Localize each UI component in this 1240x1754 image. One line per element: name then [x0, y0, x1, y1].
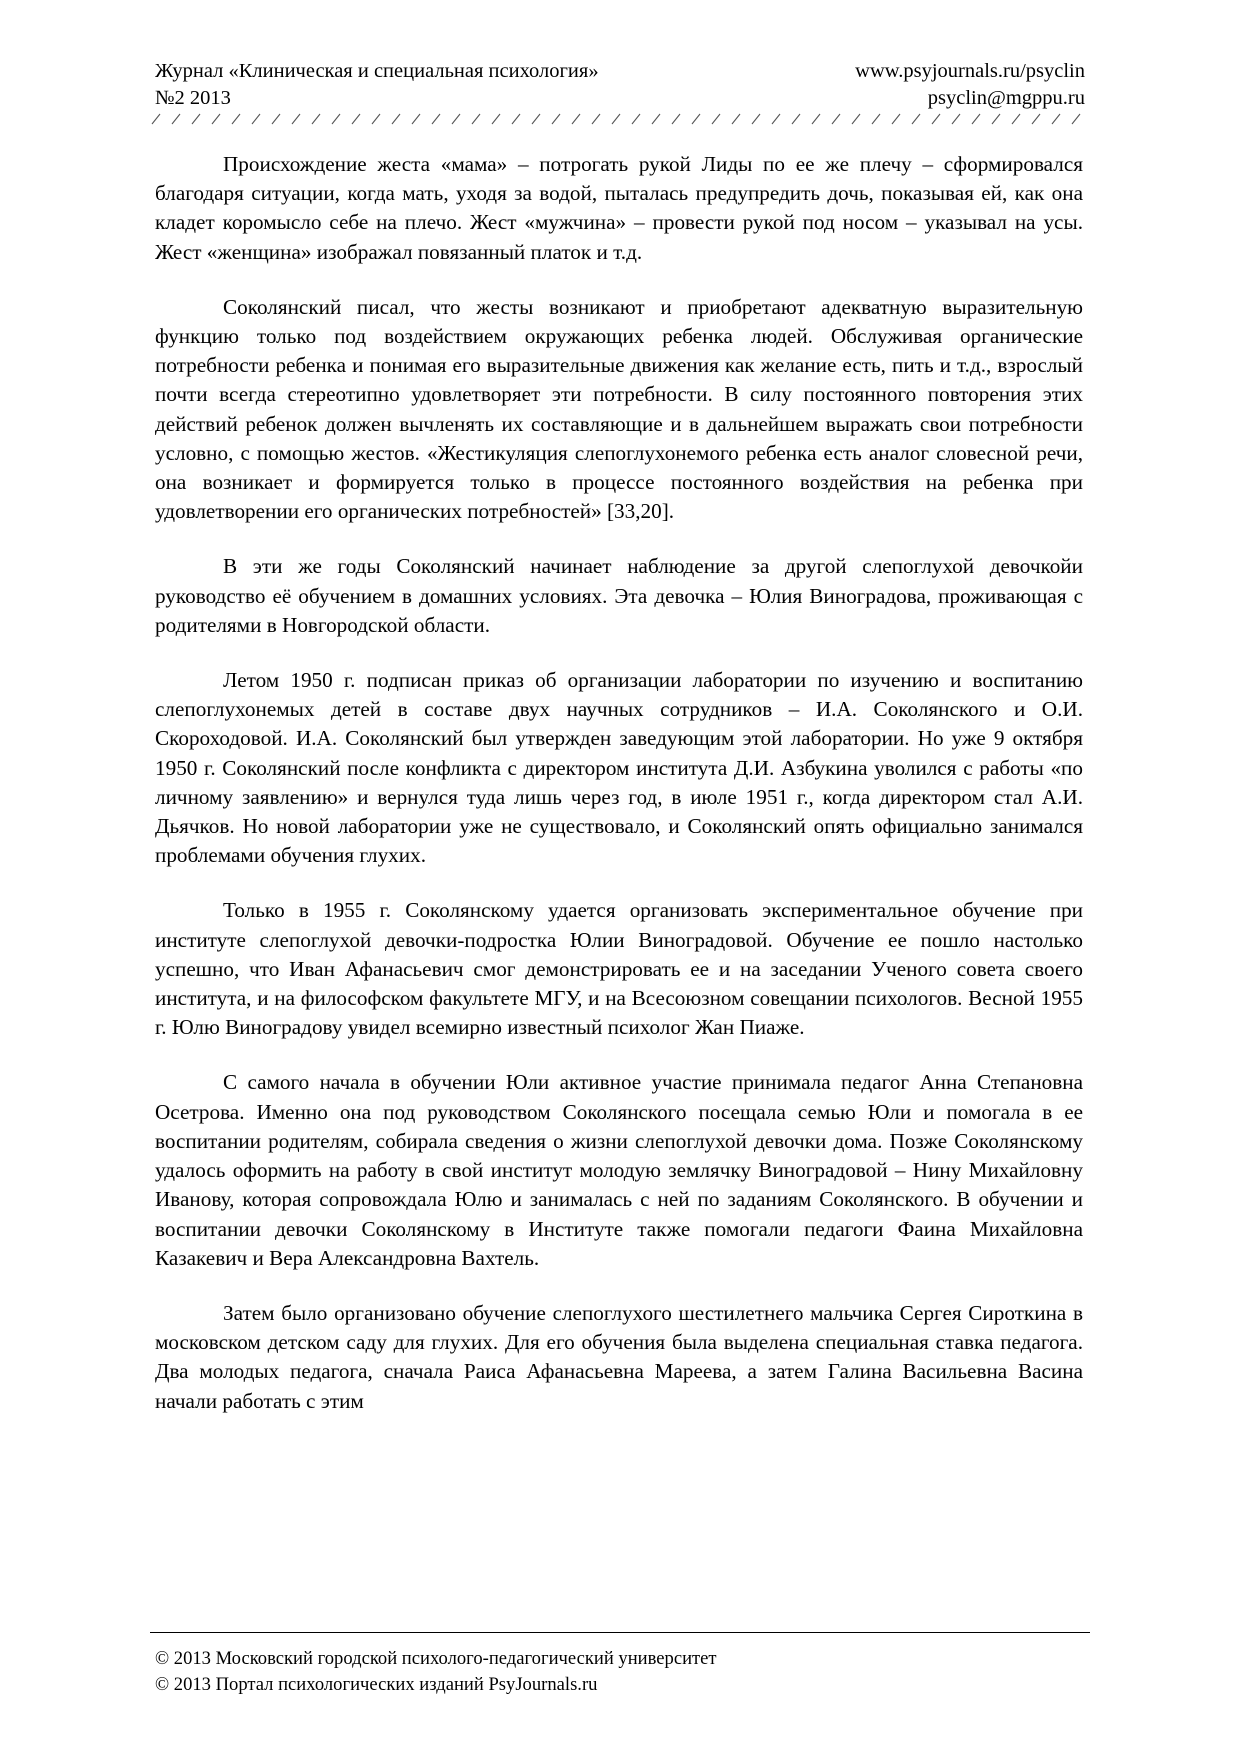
journal-title-block	[155, 58, 599, 112]
journal-email: psyclin@mgppu.ru	[927, 87, 1085, 110]
article-body	[155, 150, 1083, 1416]
body-paragraph: В эти же годы Соколянский начинает наблюдение за другой слепоглухой девочкойи руководство её обучением в домашних условиях. Эта девочка – Юлия Виноградова, проживающая с родителями в Новгородской области.	[155, 554, 1083, 637]
header-divider-hatching	[150, 113, 1090, 125]
journal-issue: №2 2013	[155, 87, 231, 110]
footer-divider	[150, 1632, 1090, 1633]
body-paragraph: Затем было организовано обучение слепоглухого шестилетнего мальчика Сергея Сироткина в московском детском саду для глухих. Для его обучения была выделена специальная ставка педагога. Два молодых педагога, сначала Раиса Афанасьевна Мареева, а затем Галина Васильевна Васина начали работать с этим	[155, 1300, 1083, 1413]
journal-contact-block	[855, 58, 1085, 112]
body-paragraph: Происхождение жеста «мама» – потрогать рукой Лиды по ее же плечу – сформировался благодаря ситуации, когда мать, уходя за водой, пыталась предупредить дочь, показывая ей, как она кладет коромысло себе на плечо. Жест «мужчина» – провести рукой под носом – указывал на усы. Жест «женщина» изображал повязанный платок и т.д.	[155, 152, 1083, 264]
copyright-university: © 2013 Московский городской психолого-педагогический университет	[155, 1648, 717, 1669]
journal-title: Журнал «Клиническая и специальная психология»	[155, 60, 599, 82]
journal-website: www.psyjournals.ru/psyclin	[855, 60, 1085, 82]
body-paragraph: Соколянский писал, что жесты возникают и приобретают адекватную выразительную функцию только под воздействием окружающих ребенка людей. Обслуживая органические потребности ребенка и понимая его выразительные движения как желание есть, пить и т.д., взрослый почти всегда стереотипно удовлетворяет эти потребности. В силу постоянного повторения этих действий ребенок должен вычленять их составляющие и в дальнейшем выражать свои потребности условно, с помощью жестов. «Жестикуляция слепоглухонемого ребенка есть аналог словесной речи, она возникает и формируется только в процессе постоянного воздействия на ребенка при удовлетворении его органических потребностей» [33,20].	[155, 294, 1083, 524]
page-footer	[155, 1646, 1085, 1699]
body-paragraph: Летом 1950 г. подписан приказ об организации лаборатории по изучению и воспитанию слепоглухонемых детей в составе двух научных сотрудников – И.А. Соколянского и О.И. Скороходовой. И.А. Соколянский был утвержден заведующим этой лаборатории. Но уже 9 октября 1950 г. Соколянский после конфликта с директором института Д.И. Азбукина уволился с работы «по личному заявлению» и вернулся туда лишь через год, в июле 1951 г., когда директором стал А.И. Дьячков. Но новой лаборатории уже не существовало, и Соколянский опять официально занимался проблемами обучения глухих.	[155, 668, 1083, 868]
page-header	[155, 58, 1085, 112]
copyright-portal: © 2013 Портал психологических изданий PsyJournals.ru	[155, 1674, 598, 1696]
body-paragraph: Только в 1955 г. Соколянскому удается организовать экспериментальное обучение при институте слепоглухой девочки-подростка Юлии Виноградовой. Обучение ее пошло настолько успешно, что Иван Афанасьевич смог демонстрировать ее и на заседании Ученого совета своего института, и на философском факультете МГУ, и на Всесоюзном совещании психологов. Весной 1955 г. Юлю Виноградову увидел всемирно известный психолог Жан Пиаже.	[155, 898, 1083, 1040]
body-paragraph: С самого начала в обучении Юли активное участие принимала педагог Анна Степановна Осетрова. Именно она под руководством Соколянского посещала семью Юли и помогала в ее воспитании родителям, собирала сведения о жизни слепоглухой девочки дома. Позже Соколянскому удалось оформить на работу в свой институт молодую землячку Виноградовой – Нину Михайловну Иванову, которая сопровождала Юлю и занималась с ней по заданиям Соколянского. В обучении и воспитании девочки Соколянскому в Институте также помогали педагоги Фаина Михайловна Казакевич и Вера Александровна Вахтель.	[155, 1070, 1083, 1270]
